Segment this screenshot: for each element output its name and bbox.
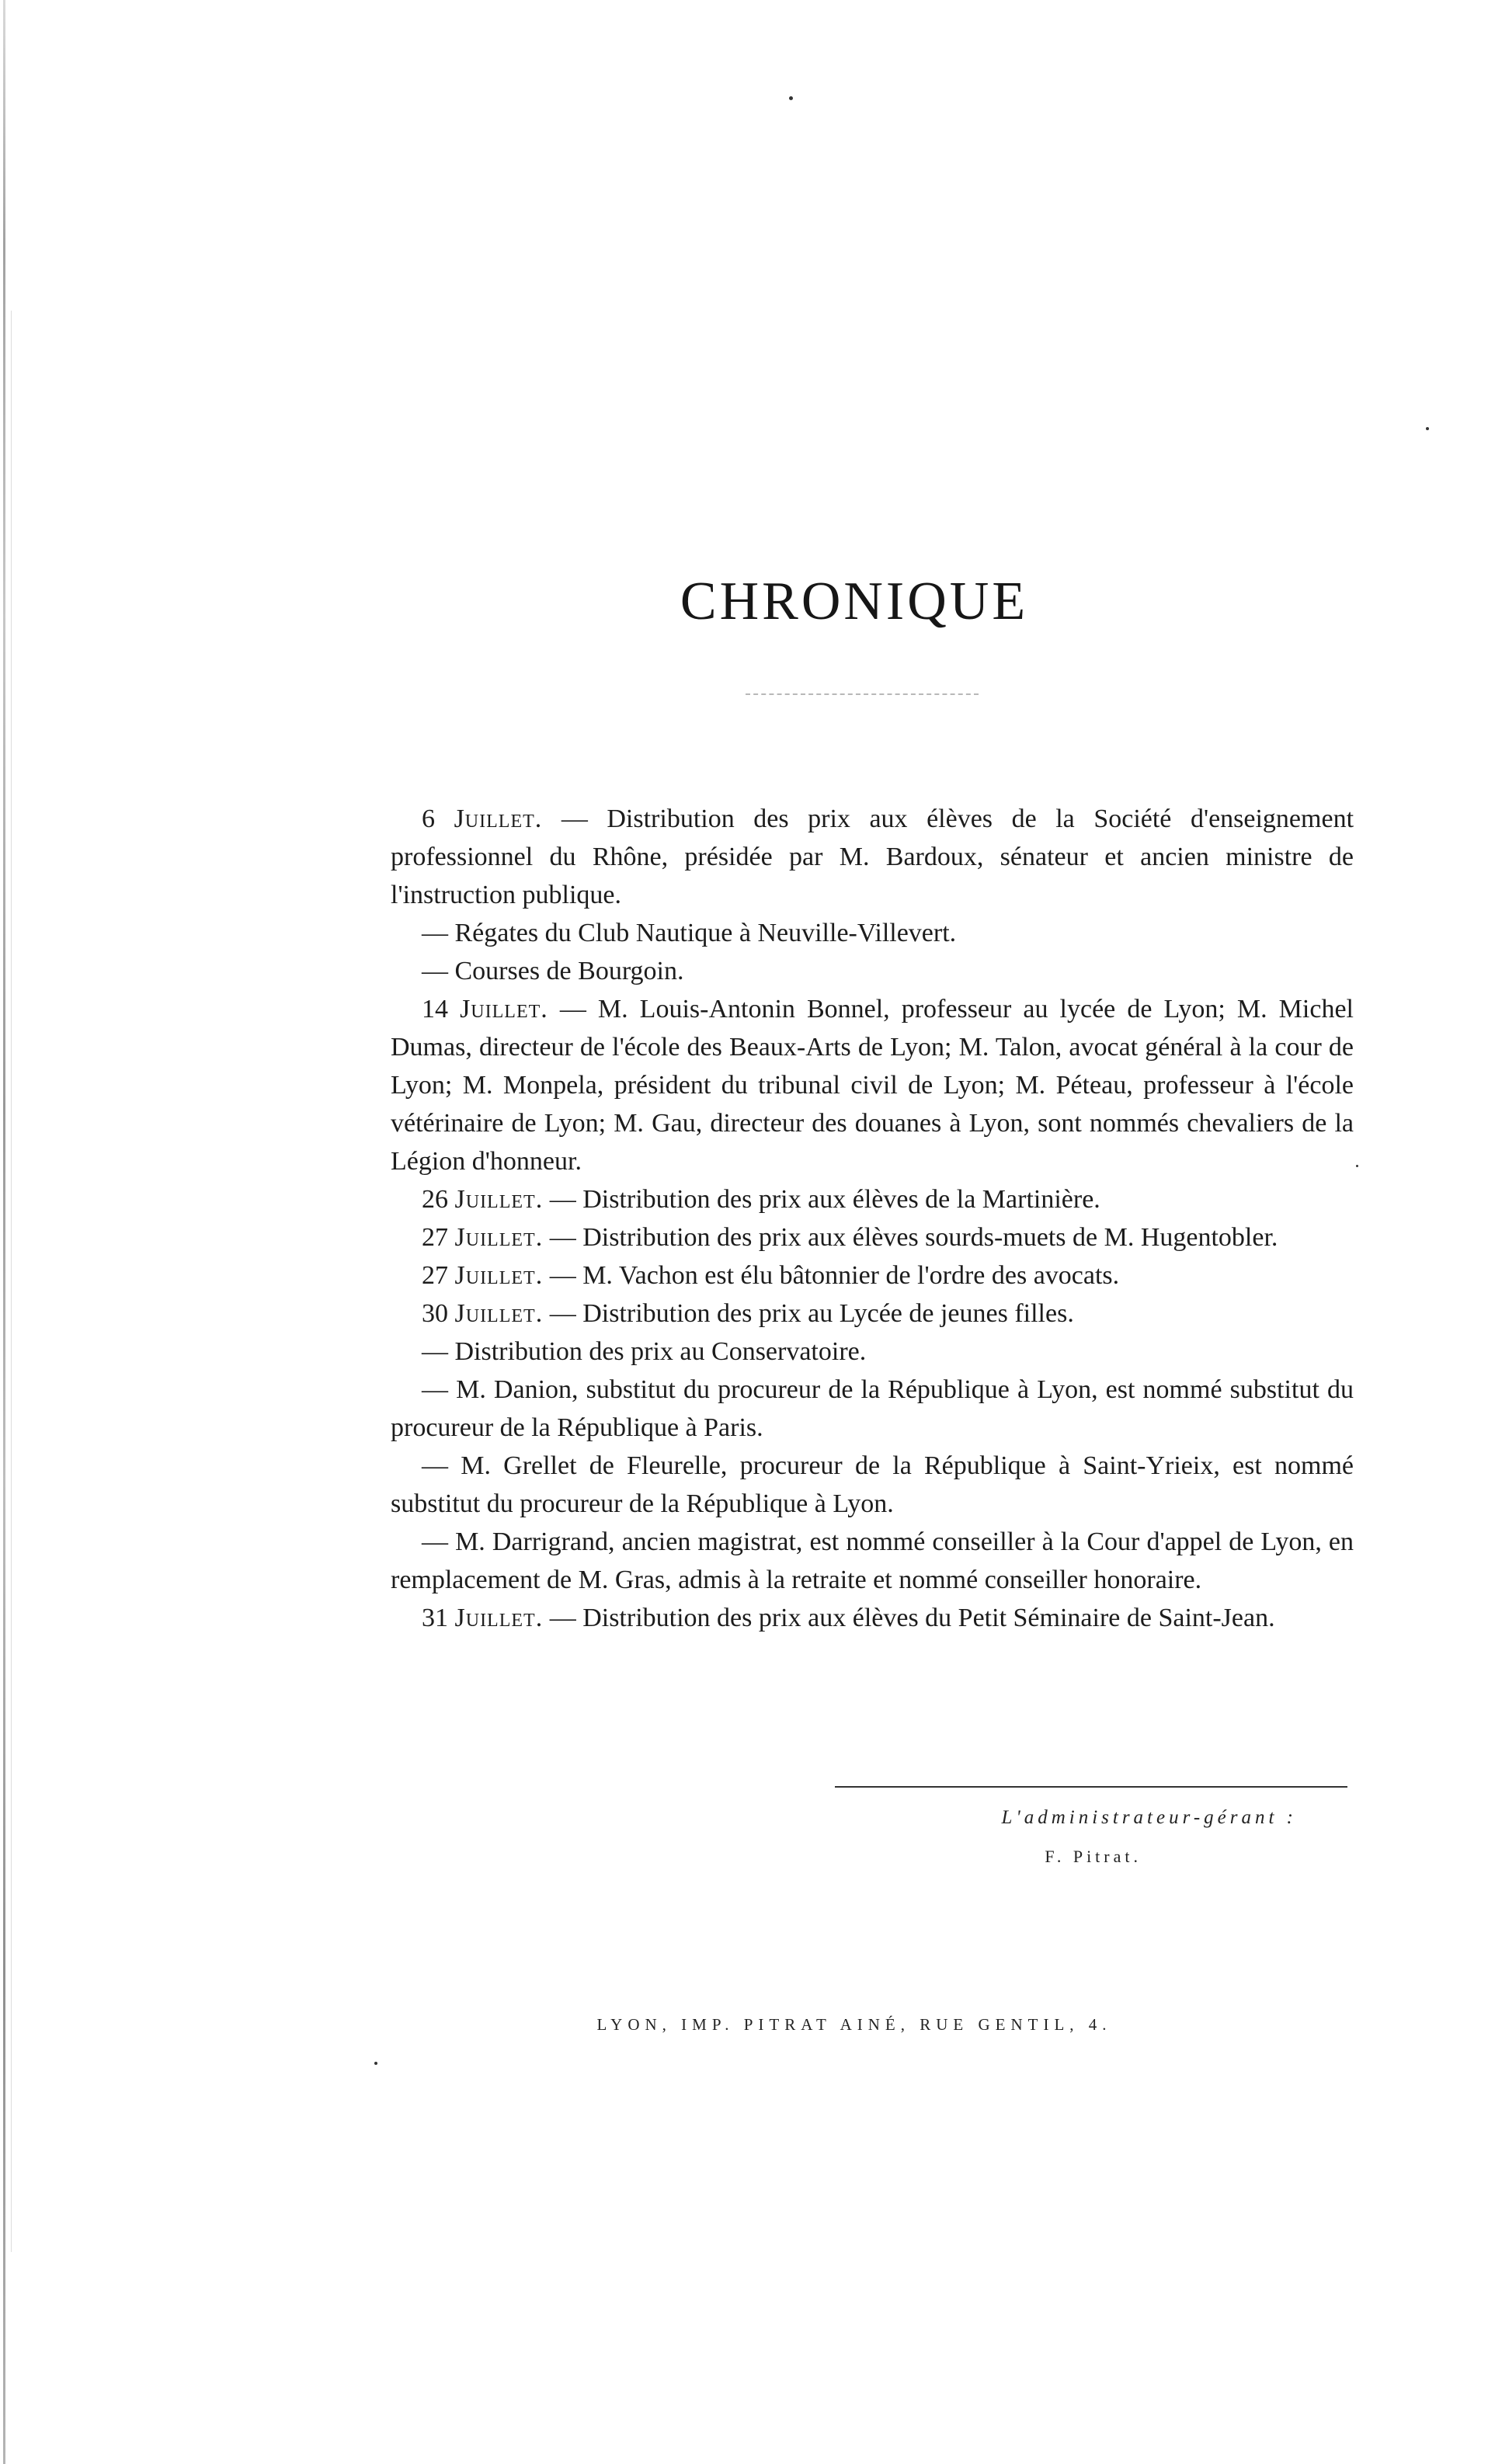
entry-month: Juillet. — [454, 1185, 544, 1214]
chronicle-body — [391, 800, 1354, 1637]
entry-month: Juillet. — [454, 1261, 544, 1290]
chronicle-entry — [391, 1523, 1354, 1599]
entry-text: — Distribution des prix au Conservatoire. — [422, 1337, 867, 1366]
signature-title: L'administrateur-gérant : — [1001, 1807, 1297, 1828]
page-title: CHRONIQUE — [680, 572, 1029, 631]
chronicle-entry — [391, 800, 1354, 914]
chronicle-entry — [391, 1447, 1354, 1523]
entry-day: 14 — [422, 995, 448, 1023]
chronicle-entry — [391, 1371, 1354, 1447]
entry-text: — M. Grellet de Fleurelle, procureur de la République à Saint-Yrieix, est nommé substitut du procureur de la République à Lyon. — [391, 1451, 1354, 1518]
chronicle-entry — [391, 952, 1354, 990]
chronicle-entry — [391, 1256, 1354, 1295]
scan-edge — [3, 0, 5, 2464]
entry-month: Juillet. — [454, 1223, 544, 1252]
entry-text: — M. Vachon est élu bâtonnier de l'ordre des avocats. — [543, 1261, 1120, 1290]
entry-month: Juillet. — [454, 805, 543, 833]
scan-speck — [789, 96, 793, 100]
entry-day: 6 — [422, 805, 435, 833]
entry-text: — Courses de Bourgoin. — [422, 957, 684, 985]
scan-speck — [1426, 427, 1429, 430]
entry-text: — M. Danion, substitut du procureur de la République à Lyon, est nommé substitut du procureur de la République à Paris. — [391, 1375, 1354, 1442]
scan-speck — [1356, 1165, 1358, 1167]
entry-text: — Distribution des prix aux élèves du Petit Séminaire de Saint-Jean. — [543, 1604, 1275, 1632]
chronicle-entry — [391, 1180, 1354, 1218]
entry-month: Juillet. — [460, 995, 548, 1023]
scan-speck — [374, 2062, 377, 2065]
entry-day: 27 — [422, 1261, 448, 1290]
chronicle-entry — [391, 1218, 1354, 1256]
chronicle-entry — [391, 914, 1354, 952]
entry-month: Juillet. — [454, 1604, 544, 1632]
chronicle-entry — [391, 1295, 1354, 1333]
entry-text: — M. Louis-Antonin Bonnel, professeur au lycée de Lyon; M. Michel Dumas, directeur de l'école des Beaux-Arts de Lyon; M. Talon, avocat général à la cour de Lyon; M. Monpela, président du tribunal civil de Lyon; M. Péteau, professeur à l'école vétérinaire de Lyon; M. Gau, directeur des douanes à Lyon, sont nommés chevaliers de la Légion d'honneur. — [391, 995, 1354, 1176]
entry-day: 27 — [422, 1223, 448, 1252]
entry-day: 31 — [422, 1604, 448, 1632]
entry-day: 30 — [422, 1299, 448, 1328]
entry-month: Juillet. — [454, 1299, 544, 1328]
chronicle-entry — [391, 1599, 1354, 1637]
signature-name: F. Pitrat. — [1045, 1847, 1142, 1866]
entry-text: — Distribution des prix au Lycée de jeunes filles. — [543, 1299, 1074, 1328]
entry-text: — Distribution des prix aux élèves de la Martinière. — [543, 1185, 1100, 1214]
entry-day: 26 — [422, 1185, 448, 1214]
entry-text: — Distribution des prix aux élèves de la Société d'enseignement professionnel du Rhône, présidée par M. Bardoux, sénateur et ancien ministre de l'instruction publique. — [391, 805, 1354, 909]
title-divider — [746, 693, 979, 695]
entry-text: — M. Darrigrand, ancien magistrat, est nommé conseiller à la Cour d'appel de Lyon, en remplacement de M. Gras, admis à la retraite et nommé conseiller honoraire. — [391, 1527, 1354, 1594]
entry-text: — Distribution des prix aux élèves sourds-muets de M. Hugentobler. — [543, 1223, 1278, 1252]
printer-imprint: LYON, IMP. PITRAT AINÉ, RUE GENTIL, 4. — [596, 2015, 1112, 2034]
entry-text: — Régates du Club Nautique à Neuville-Villevert. — [422, 919, 957, 947]
chronicle-entry — [391, 990, 1354, 1180]
chronicle-entry — [391, 1333, 1354, 1371]
signature-rule — [835, 1786, 1347, 1788]
